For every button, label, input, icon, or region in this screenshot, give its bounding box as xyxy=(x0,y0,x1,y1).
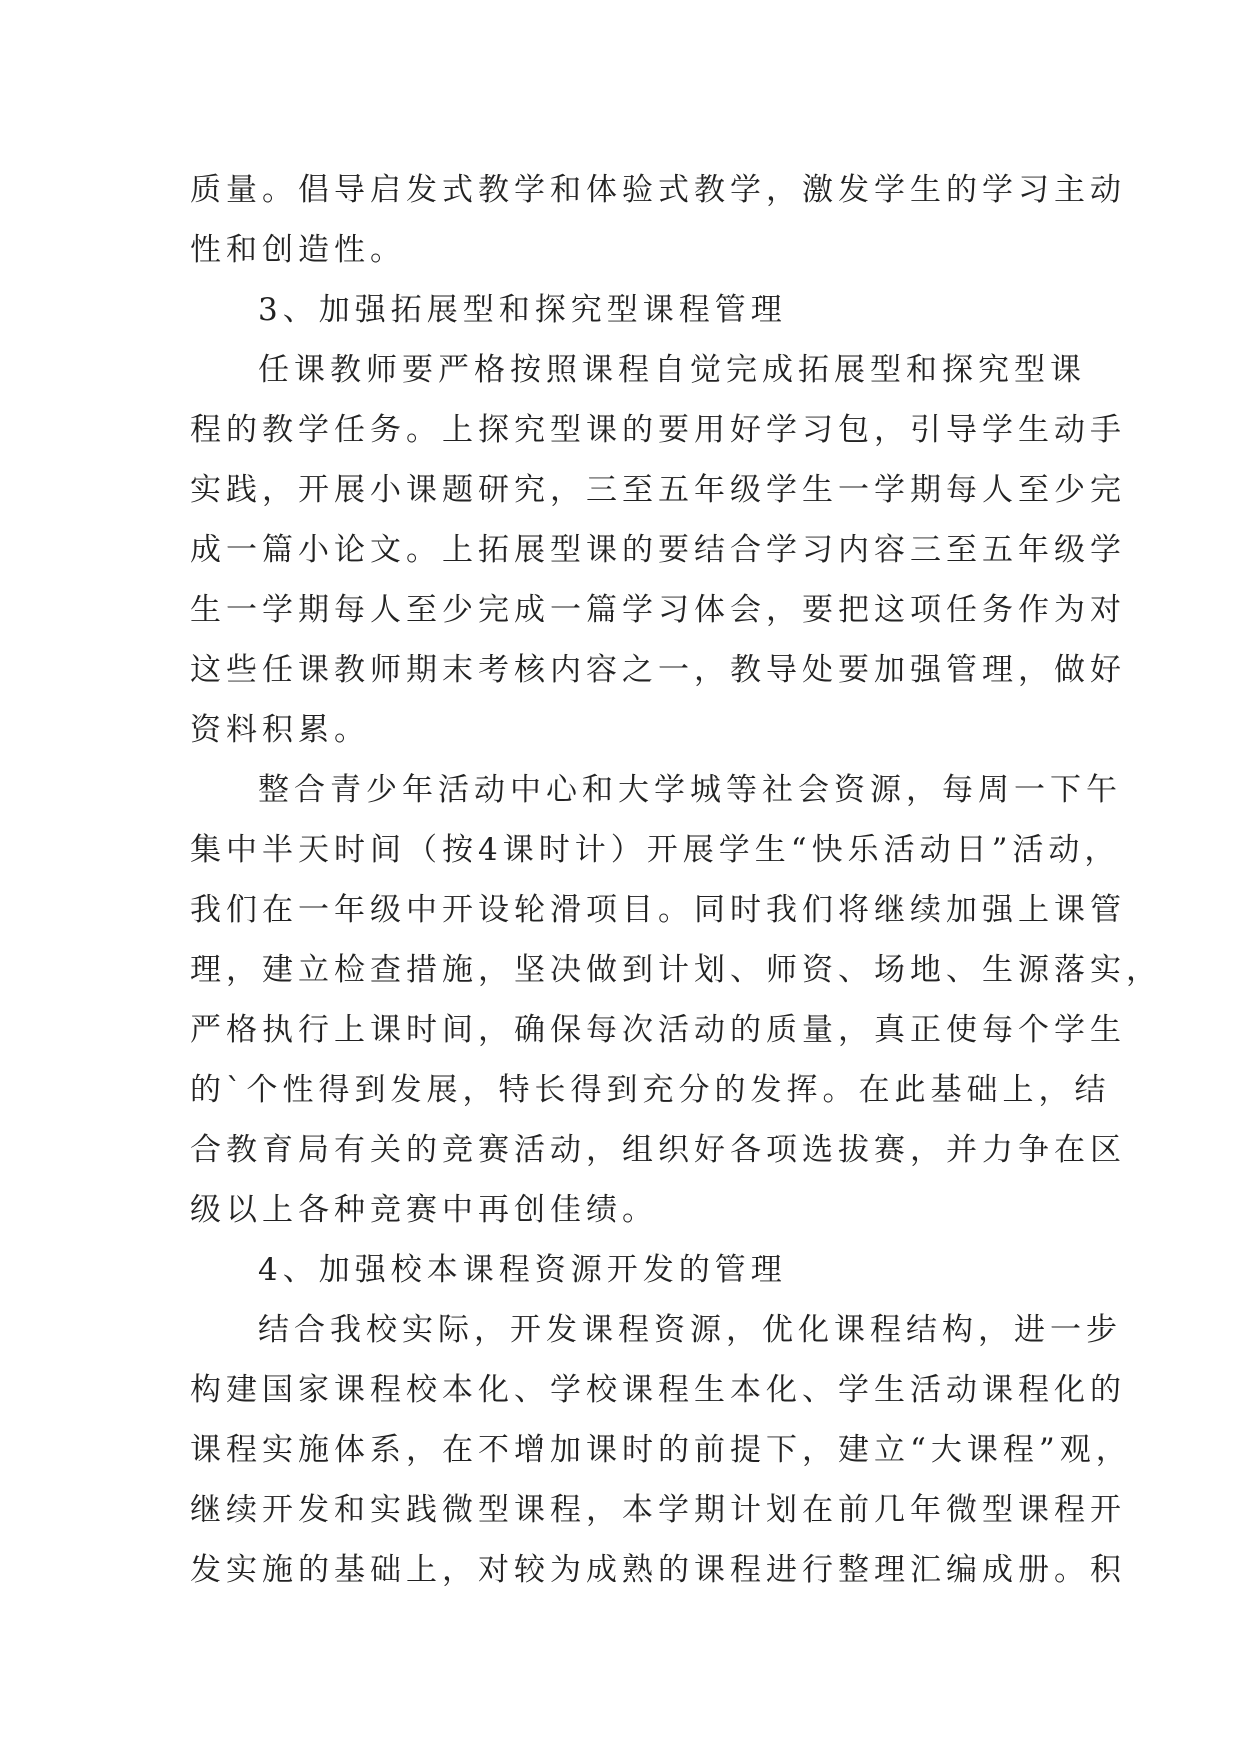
section-heading: 3、加强拓展型和探究型课程管理 xyxy=(258,292,787,328)
text-line: 资料积累。 xyxy=(190,712,370,748)
text-line: 实践，开展小课题研究，三至五年级学生一学期每人至少完 xyxy=(190,472,1126,508)
text-line: 我们在一年级中开设轮滑项目。同时我们将继续加强上课管 xyxy=(190,892,1126,928)
text-line: 集中半天时间（按4课时计）开展学生“快乐活动日”活动， xyxy=(190,832,1121,868)
text-line: 性和创造性。 xyxy=(190,232,406,268)
text-line: 这些任课教师期末考核内容之一，教导处要加强管理，做好 xyxy=(190,652,1126,688)
text-line: 整合青少年活动中心和大学城等社会资源，每周一下午 xyxy=(258,772,1122,808)
body-text xyxy=(190,160,1162,1600)
text-line: 发实施的基础上，对较为成熟的课程进行整理汇编成册。积 xyxy=(190,1552,1126,1588)
text-line: 生一学期每人至少完成一篇学习体会，要把这项任务作为对 xyxy=(190,592,1126,628)
text-line: 课程实施体系，在不增加课时的前提下，建立“大课程”观， xyxy=(190,1432,1132,1468)
text-line: 合教育局有关的竞赛活动，组织好各项选拔赛，并力争在区 xyxy=(190,1132,1126,1168)
text-line: 质量。倡导启发式教学和体验式教学，激发学生的学习主动 xyxy=(190,172,1126,208)
text-line: 继续开发和实践微型课程，本学期计划在前几年微型课程开 xyxy=(190,1492,1126,1528)
text-line: 构建国家课程校本化、学校课程生本化、学生活动课程化的 xyxy=(190,1372,1126,1408)
section-heading: 4、加强校本课程资源开发的管理 xyxy=(258,1252,787,1288)
text-line: 成一篇小论文。上拓展型课的要结合学习内容三至五年级学 xyxy=(190,532,1126,568)
text-line: 的`个性得到发展，特长得到充分的发挥。在此基础上，结 xyxy=(190,1072,1111,1108)
text-line: 任课教师要严格按照课程自觉完成拓展型和探究型课 xyxy=(258,352,1086,388)
text-line: 级以上各种竞赛中再创佳绩。 xyxy=(190,1192,658,1228)
text-line: 程的教学任务。上探究型课的要用好学习包，引导学生动手 xyxy=(190,412,1126,448)
text-line: 理，建立检查措施，坚决做到计划、师资、场地、生源落实， xyxy=(190,952,1162,988)
text-line: 严格执行上课时间，确保每次活动的质量，真正使每个学生 xyxy=(190,1012,1126,1048)
text-line: 结合我校实际，开发课程资源，优化课程结构，进一步 xyxy=(258,1312,1122,1348)
